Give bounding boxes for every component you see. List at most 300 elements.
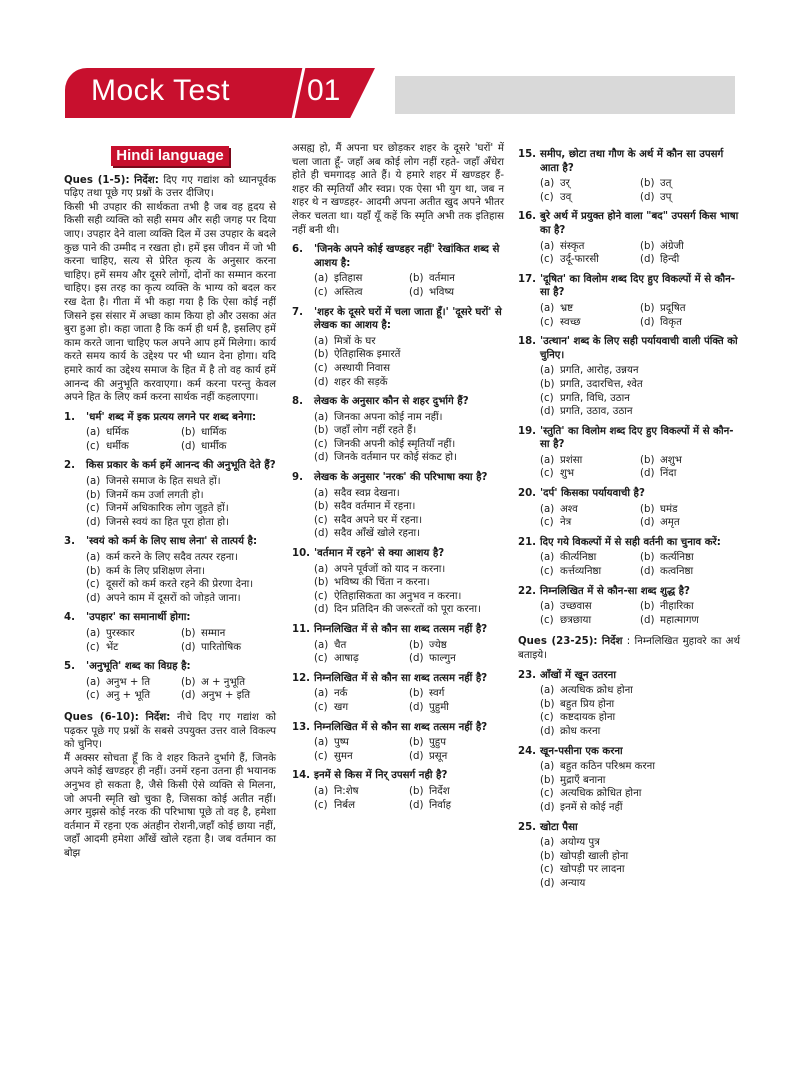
option-b[interactable] (640, 454, 740, 468)
option-label: (a) (86, 628, 101, 639)
passage-2-continued: असह्य हो, मैं अपना घर छोड़कर शहर के दूसरे 'घरों' में चला जाता हूँ- जहाँ अब कोई लोग नहीं रहते- जहाँ अँधेरा होते ही चमगादड़ आते हैं। ये हमारे शहर में खण्डहर हैं- शहर की स्मृतियाँ और स्वप्न। एक ऐसा भी युग था, जब न शहर थे न खण्डहर- आदमी अपना अतीत खुद अपने भीतर लेकर चलता था। यहाँ यूँ कहें कि स्मृति अभी तक इतिहास नहीं बनी थी। (292, 143, 504, 236)
question-7 (292, 306, 504, 390)
question-number: 13. (292, 721, 311, 733)
question-number: 4. (64, 612, 75, 624)
option-a[interactable] (314, 639, 409, 653)
options (314, 785, 504, 812)
passage-1 (64, 174, 276, 405)
option-text: पुहुप (429, 737, 446, 749)
option-text: उप् (660, 191, 672, 203)
option-text: कर्त्तव्यनिष्ठा (560, 566, 602, 578)
option-a[interactable] (540, 551, 640, 565)
option-label: (c) (540, 864, 554, 876)
option-label: (b) (640, 178, 655, 190)
question-header (518, 745, 740, 759)
option-text: अपने पूर्वजों को याद न करना। (334, 563, 446, 575)
option-b[interactable] (540, 850, 740, 864)
option-c[interactable] (314, 590, 504, 604)
option-c[interactable] (540, 614, 640, 628)
option-d[interactable] (409, 652, 504, 666)
option-d[interactable] (640, 316, 740, 330)
option-text: पुरस्कार (106, 628, 135, 639)
option-d[interactable] (181, 641, 276, 655)
option-text: खोपड़ी खाली होना (560, 850, 629, 862)
option-d[interactable] (640, 565, 740, 579)
option-text: खग (334, 701, 349, 713)
option-label: (a) (540, 454, 555, 466)
option-text: उर् (560, 178, 570, 190)
option-text: भ्रष्ट (560, 302, 574, 314)
option-d[interactable] (540, 801, 740, 815)
question-header (518, 335, 740, 362)
option-a[interactable] (314, 736, 409, 750)
option-d[interactable] (540, 405, 740, 419)
question-number: 14. (292, 770, 311, 782)
option-row (314, 785, 504, 799)
option-label: (a) (540, 685, 555, 697)
question-10 (292, 547, 504, 617)
option-row (540, 551, 740, 565)
question-17 (518, 273, 740, 329)
option-d[interactable] (540, 725, 740, 739)
option-d[interactable] (86, 516, 276, 530)
option-label: (a) (540, 837, 555, 849)
option-a[interactable] (540, 600, 640, 614)
option-label: (c) (314, 590, 328, 602)
option-d[interactable] (409, 799, 504, 813)
option-label: (c) (86, 440, 100, 452)
option-a[interactable] (86, 426, 181, 440)
question-22 (518, 585, 740, 628)
option-a[interactable] (86, 551, 276, 565)
option-text: अश्व (560, 503, 578, 515)
question-text: समीप, छोटा तथा गौण के अर्थ में कौन सा उपसर्ग आता है? (540, 149, 724, 174)
question-number: 17. (518, 273, 537, 285)
option-label: (a) (86, 552, 101, 564)
question-text: किस प्रकार के कर्म हमें आनन्द की अनुभूति देते हैं? (86, 460, 276, 472)
option-c[interactable] (540, 711, 740, 725)
option-label: (d) (314, 604, 329, 616)
option-a[interactable] (540, 503, 640, 517)
option-c[interactable] (314, 514, 504, 528)
option-label: (b) (540, 698, 555, 710)
option-text: अ + नुभूति (201, 676, 246, 688)
option-b[interactable] (640, 551, 740, 565)
option-b[interactable] (640, 177, 740, 191)
options (540, 240, 740, 267)
option-label: (d) (640, 468, 655, 480)
question-text: 'शहर के दूसरे घरों में चला जाता हूँ।' 'दूसरे घरों' से लेखक का आशय है: (314, 306, 502, 332)
option-c[interactable] (314, 750, 409, 764)
option-label: (c) (540, 788, 554, 800)
option-c[interactable] (314, 286, 409, 300)
section-heading: Hindi language (111, 146, 229, 166)
option-b[interactable] (540, 698, 740, 712)
option-label: (b) (409, 639, 424, 651)
option-b[interactable] (86, 489, 276, 503)
option-a[interactable] (540, 684, 740, 698)
option-text: जिनका अपना कोई नाम नहीं। (334, 411, 443, 423)
option-text: धार्मिक (201, 427, 227, 439)
option-d[interactable] (314, 527, 504, 541)
option-label: (b) (409, 273, 424, 285)
option-c[interactable] (540, 863, 740, 877)
question-header (64, 459, 276, 473)
passage-2-label: Ques (6-10): (64, 711, 139, 723)
question-number: 16. (518, 211, 537, 223)
question-number: 3. (64, 536, 75, 548)
option-text: जिनकी अपनी कोई स्मृतियाँ नहीं। (334, 438, 456, 450)
option-c[interactable] (540, 253, 640, 267)
option-b[interactable] (409, 272, 504, 286)
option-c[interactable] (86, 641, 181, 655)
option-a[interactable] (314, 785, 409, 799)
option-label: (d) (86, 516, 101, 528)
option-text: सदैव स्वप्न देखना। (334, 487, 400, 499)
option-b[interactable] (314, 500, 504, 514)
question-header (292, 471, 504, 485)
option-row (314, 639, 504, 653)
option-row (540, 600, 740, 614)
option-c[interactable] (540, 467, 640, 481)
option-row (86, 440, 276, 454)
option-row (86, 627, 276, 641)
option-label: (a) (86, 676, 101, 688)
option-c[interactable] (540, 316, 640, 330)
option-label: (a) (540, 503, 555, 515)
column-1 (64, 142, 276, 867)
question-11 (292, 623, 504, 666)
option-c[interactable] (314, 799, 409, 813)
option-text: निर्बल (334, 799, 356, 811)
question-number: 25. (518, 821, 537, 833)
option-text: प्रदूषित (660, 302, 686, 314)
options (314, 736, 504, 763)
option-text: निर्वाह (429, 799, 452, 811)
question-number: 19. (518, 425, 537, 437)
option-b[interactable] (540, 378, 740, 392)
question-14 (292, 769, 504, 812)
option-d[interactable] (640, 614, 740, 628)
option-text: घमंड (660, 503, 678, 515)
option-row (540, 316, 740, 330)
option-label: (c) (540, 517, 554, 529)
option-label: (d) (640, 614, 655, 626)
option-text: कीर्त्यनिष्ठा (560, 552, 597, 564)
option-c[interactable] (540, 392, 740, 406)
option-d[interactable] (640, 253, 740, 267)
question-text: दिए गये विकल्पों में से सही वर्तनी का चुनाव करें: (540, 536, 721, 548)
option-a[interactable] (540, 836, 740, 850)
option-text: प्रगति, उदारचित्त, श्वेत (560, 378, 643, 390)
option-label: (d) (540, 801, 555, 813)
option-row (314, 750, 504, 764)
question-4 (64, 611, 276, 654)
option-label: (a) (314, 639, 329, 651)
option-b[interactable] (409, 785, 504, 799)
option-b[interactable] (314, 576, 504, 590)
option-b[interactable] (540, 774, 740, 788)
option-label: (a) (314, 785, 329, 797)
option-a[interactable] (314, 272, 409, 286)
option-a[interactable] (86, 676, 181, 690)
question-header (292, 623, 504, 637)
option-a[interactable] (540, 454, 640, 468)
option-c[interactable] (86, 689, 181, 703)
option-label: (c) (314, 799, 328, 811)
option-a[interactable] (86, 475, 276, 489)
question-8 (292, 395, 504, 465)
option-c[interactable] (314, 652, 409, 666)
option-text: अनुभ + इति (201, 690, 251, 702)
option-label: (b) (86, 565, 101, 577)
question-1 (64, 411, 276, 454)
option-label: (b) (314, 501, 329, 513)
option-text: निर्देश (429, 785, 450, 797)
option-label: (d) (181, 641, 196, 653)
question-2 (64, 459, 276, 529)
option-c[interactable] (540, 516, 640, 530)
question-text: 'स्वयं को कर्म के लिए साध लेना' से तात्पर्य है: (86, 536, 258, 548)
option-c[interactable] (86, 502, 276, 516)
option-d[interactable] (86, 592, 276, 606)
option-text: भविष्य की चिंता न करना। (334, 577, 430, 589)
question-5 (64, 660, 276, 703)
question-header (518, 669, 740, 683)
option-b[interactable] (409, 736, 504, 750)
option-c[interactable] (86, 440, 181, 454)
question-header (292, 243, 504, 270)
passage-2-instruction: निर्देश: (145, 711, 171, 723)
option-text: प्रसून (429, 750, 448, 762)
option-label: (a) (540, 178, 555, 190)
option-label: (b) (540, 378, 555, 390)
question-18 (518, 335, 740, 419)
option-text: प्रगति, उठाव, उठान (560, 406, 633, 418)
question-number: 6. (292, 244, 303, 256)
options (540, 503, 740, 530)
option-a[interactable] (314, 563, 504, 577)
option-text: दूसरों को कर्म करते रहने की प्रेरणा देना। (106, 579, 254, 591)
option-a[interactable] (540, 177, 640, 191)
option-label: (d) (409, 750, 424, 762)
option-d[interactable] (314, 376, 504, 390)
option-row (540, 467, 740, 481)
option-label: (b) (409, 737, 424, 749)
option-label: (d) (640, 517, 655, 529)
option-a[interactable] (314, 487, 504, 501)
option-b[interactable] (314, 424, 504, 438)
option-text: उर्दू-फारसी (560, 254, 599, 266)
option-b[interactable] (314, 348, 504, 362)
question-9 (292, 471, 504, 541)
option-row (86, 689, 276, 703)
option-b[interactable] (640, 302, 740, 316)
option-label: (c) (86, 690, 100, 702)
option-label: (c) (314, 514, 328, 526)
option-a[interactable] (540, 302, 640, 316)
option-label: (c) (540, 254, 554, 266)
option-text: अनु + भूति (106, 690, 151, 702)
option-b[interactable] (640, 503, 740, 517)
option-text: पुहुमी (429, 701, 449, 713)
passage-3-instruction: निर्देश (601, 636, 623, 648)
option-text: सदैव आँखें खोले रहना। (334, 528, 421, 540)
option-d[interactable] (181, 689, 276, 703)
passage-2-intro: नीचे दिए गए गद्यांश को पढ़कर पूछे गए प्रश्नों के सबसे उपयुक्त उत्तर वाले विकल्प को चुनिए। (64, 711, 277, 751)
option-text: अनुभ + ति (106, 676, 151, 688)
question-header (64, 411, 276, 425)
question-group (518, 148, 740, 627)
option-label: (c) (540, 614, 554, 626)
question-header (518, 210, 740, 237)
option-text: अत्यधिक क्रोधित होना (560, 788, 642, 800)
option-d[interactable] (540, 877, 740, 891)
option-text: सुमन (334, 750, 353, 762)
option-b[interactable] (640, 600, 740, 614)
option-label: (b) (86, 489, 101, 501)
question-group (518, 669, 740, 891)
option-text: नेत्र (560, 517, 572, 529)
option-row (86, 426, 276, 440)
question-25 (518, 821, 740, 891)
option-c[interactable] (86, 578, 276, 592)
option-text: निंदा (660, 468, 677, 480)
option-a[interactable] (314, 687, 409, 701)
option-label: (b) (640, 601, 655, 613)
passage-2-body: मैं अक्सर सोचता हूँ कि वे शहर कितने दुर्भागे हैं, जिनके अपने कोई खण्डहर ही नहीं। उनमें रहना उतना ही भयानक अनुभव हो सकता है, जैसे किसी ऐसे व्यक्ति से मिलना, जो अपनी स्मृति खो चुका है, जिसका कोई अतीत नहीं। अगर मुझसे कोई नरक की परिभाषा पूछे तो वह है, हमेशा वर्तमान में रहना एक अंतहीन रोशनी,जहाँ कोई छाया नहीं, जहाँ आदमी हमेशा आँखें खोले रहता है। जब वर्तमान का बोझ (64, 752, 276, 859)
option-d[interactable] (640, 516, 740, 530)
question-number: 15. (518, 149, 537, 160)
option-label: (c) (540, 468, 554, 480)
option-text: कर्म करने के लिए सदैव तत्पर रहना। (106, 552, 238, 564)
option-b[interactable] (640, 240, 740, 254)
question-number: 22. (518, 585, 537, 597)
option-label: (d) (314, 376, 329, 388)
option-c[interactable] (540, 565, 640, 579)
options (540, 684, 740, 738)
option-text: खोपड़ी पर लादना (560, 864, 625, 876)
option-c[interactable] (540, 191, 640, 205)
option-d[interactable] (640, 467, 740, 481)
option-text: मित्रों के घर (334, 335, 376, 347)
question-header (518, 536, 740, 550)
option-b[interactable] (181, 426, 276, 440)
option-label: (c) (86, 503, 100, 515)
question-15 (518, 148, 740, 204)
option-c[interactable] (314, 701, 409, 715)
passage-1-instruction: निर्देश: (134, 174, 159, 186)
options (86, 676, 276, 703)
option-d[interactable] (314, 451, 504, 465)
question-19 (518, 425, 740, 481)
question-12 (292, 672, 504, 715)
options (540, 177, 740, 204)
option-c[interactable] (540, 787, 740, 801)
passage-1-label: Ques (1-5): (64, 174, 130, 186)
option-text: अत्यधिक क्रोध होना (560, 685, 633, 697)
question-header (64, 535, 276, 549)
question-header (292, 721, 504, 735)
option-b[interactable] (86, 565, 276, 579)
passage-1-body: किसी भी उपहार की सार्थकता तभी है जब वह हृदय से किसी सही व्यक्ति को सही समय और सही जगह पर दिया जाए। उपहार देने वाला व्यक्ति दिल में उस उपहार के बदले कुछ पाने की उम्मीद न रखता हो। हमें इस जीवन में जो भी करना चाहिए, सत्य से प्रेरित कृत्य के अनुसार करना चाहिए। हमें समय और दूसरे लोगों, दोनों का सम्मान करना चाहिए। इस तरह का कृत्य व्यक्ति के भाग्य को बदल कर रख देता है। गीता में भी कहा गया है कि ऐसा कोई नहीं जिसने इस संसार में अच्छा काम किया हो और उसका अंत बुरा हुआ हो। कहा जाता है कि कर्म ही धर्म है, इसलिए हमें काम करते जाना चाहिए फल अपने आप हमें मिलेगा। कार्य करते समय कार्य के उद्देश्य पर भी ध्यान देना होगा। यदि हमारे कार्य का उद्देश्य समाज के हित में है तो वह कार्य हमें आनन्द की अनुभूति करवाएगा। कर्म करना परन्तु केवल अपने हित के लिए कर्म करना सार्थक नहीं कहलाएगा। (64, 201, 276, 404)
option-text: फाल्गुन (429, 653, 456, 665)
option-d[interactable] (409, 286, 504, 300)
question-number: 24. (518, 745, 537, 757)
option-label: (b) (640, 240, 655, 252)
question-text: आँखों में खून उतरना (540, 669, 616, 681)
option-row (540, 302, 740, 316)
question-number: 12. (292, 672, 311, 684)
question-13 (292, 721, 504, 764)
question-header (64, 660, 276, 674)
option-label: (c) (540, 392, 554, 404)
option-text: मुद्राएँ बनाना (560, 774, 606, 786)
option-text: चैत (334, 639, 347, 651)
option-d[interactable] (314, 603, 504, 617)
question-number: 11. (292, 624, 311, 635)
option-d[interactable] (640, 191, 740, 205)
option-label: (c) (86, 579, 100, 591)
question-number: 9. (292, 472, 303, 484)
option-c[interactable] (314, 438, 504, 452)
option-text: कर्म के लिए प्रशिक्षण लेना। (106, 565, 205, 577)
option-label: (a) (540, 302, 555, 314)
option-a[interactable] (540, 760, 740, 774)
option-text: अंग्रेजी (660, 240, 684, 252)
option-label: (a) (314, 688, 329, 700)
question-3 (64, 535, 276, 605)
option-c[interactable] (314, 362, 504, 376)
option-b[interactable] (181, 676, 276, 690)
question-number: 5. (64, 661, 75, 673)
question-header (518, 821, 740, 835)
options (86, 475, 276, 529)
option-row (314, 286, 504, 300)
option-text: आषाढ़ (334, 653, 359, 665)
option-label: (b) (640, 454, 655, 466)
options (540, 454, 740, 481)
option-text: जिनसे स्वयं का हित पूरा होता हो। (106, 516, 230, 528)
option-a[interactable] (540, 364, 740, 378)
option-b[interactable] (409, 639, 504, 653)
option-a[interactable] (314, 411, 504, 425)
question-text: खोटा पैसा (540, 821, 578, 833)
option-a[interactable] (540, 240, 640, 254)
question-text: 'अनुभूति' शब्द का विग्रह है: (86, 661, 191, 673)
option-text: महात्मागण (660, 614, 699, 626)
option-label: (c) (86, 641, 100, 653)
option-a[interactable] (314, 335, 504, 349)
option-text: अयोग्य पुत्र (560, 837, 600, 849)
option-d[interactable] (409, 701, 504, 715)
question-text: बुरे अर्थ में प्रयुक्त होने वाला "बद" उपसर्ग किस भाषा का है? (540, 211, 739, 236)
option-b[interactable] (181, 627, 276, 641)
option-b[interactable] (409, 687, 504, 701)
option-text: धर्मिक (106, 427, 129, 439)
passage-3-intro: : निम्नलिखित मुहावरे का अर्थ बताइये। (518, 636, 740, 661)
question-text: 'उपहार' का समानार्थी होगा: (86, 612, 191, 624)
question-text: 'धर्म' शब्द में इक प्रत्यय लगने पर शब्द बनेगा: (86, 411, 257, 423)
question-number: 20. (518, 488, 537, 500)
option-label: (a) (540, 761, 555, 773)
option-d[interactable] (409, 750, 504, 764)
option-label: (b) (314, 349, 329, 361)
option-d[interactable] (181, 440, 276, 454)
option-a[interactable] (86, 627, 181, 641)
options (314, 563, 504, 617)
option-row (540, 177, 740, 191)
